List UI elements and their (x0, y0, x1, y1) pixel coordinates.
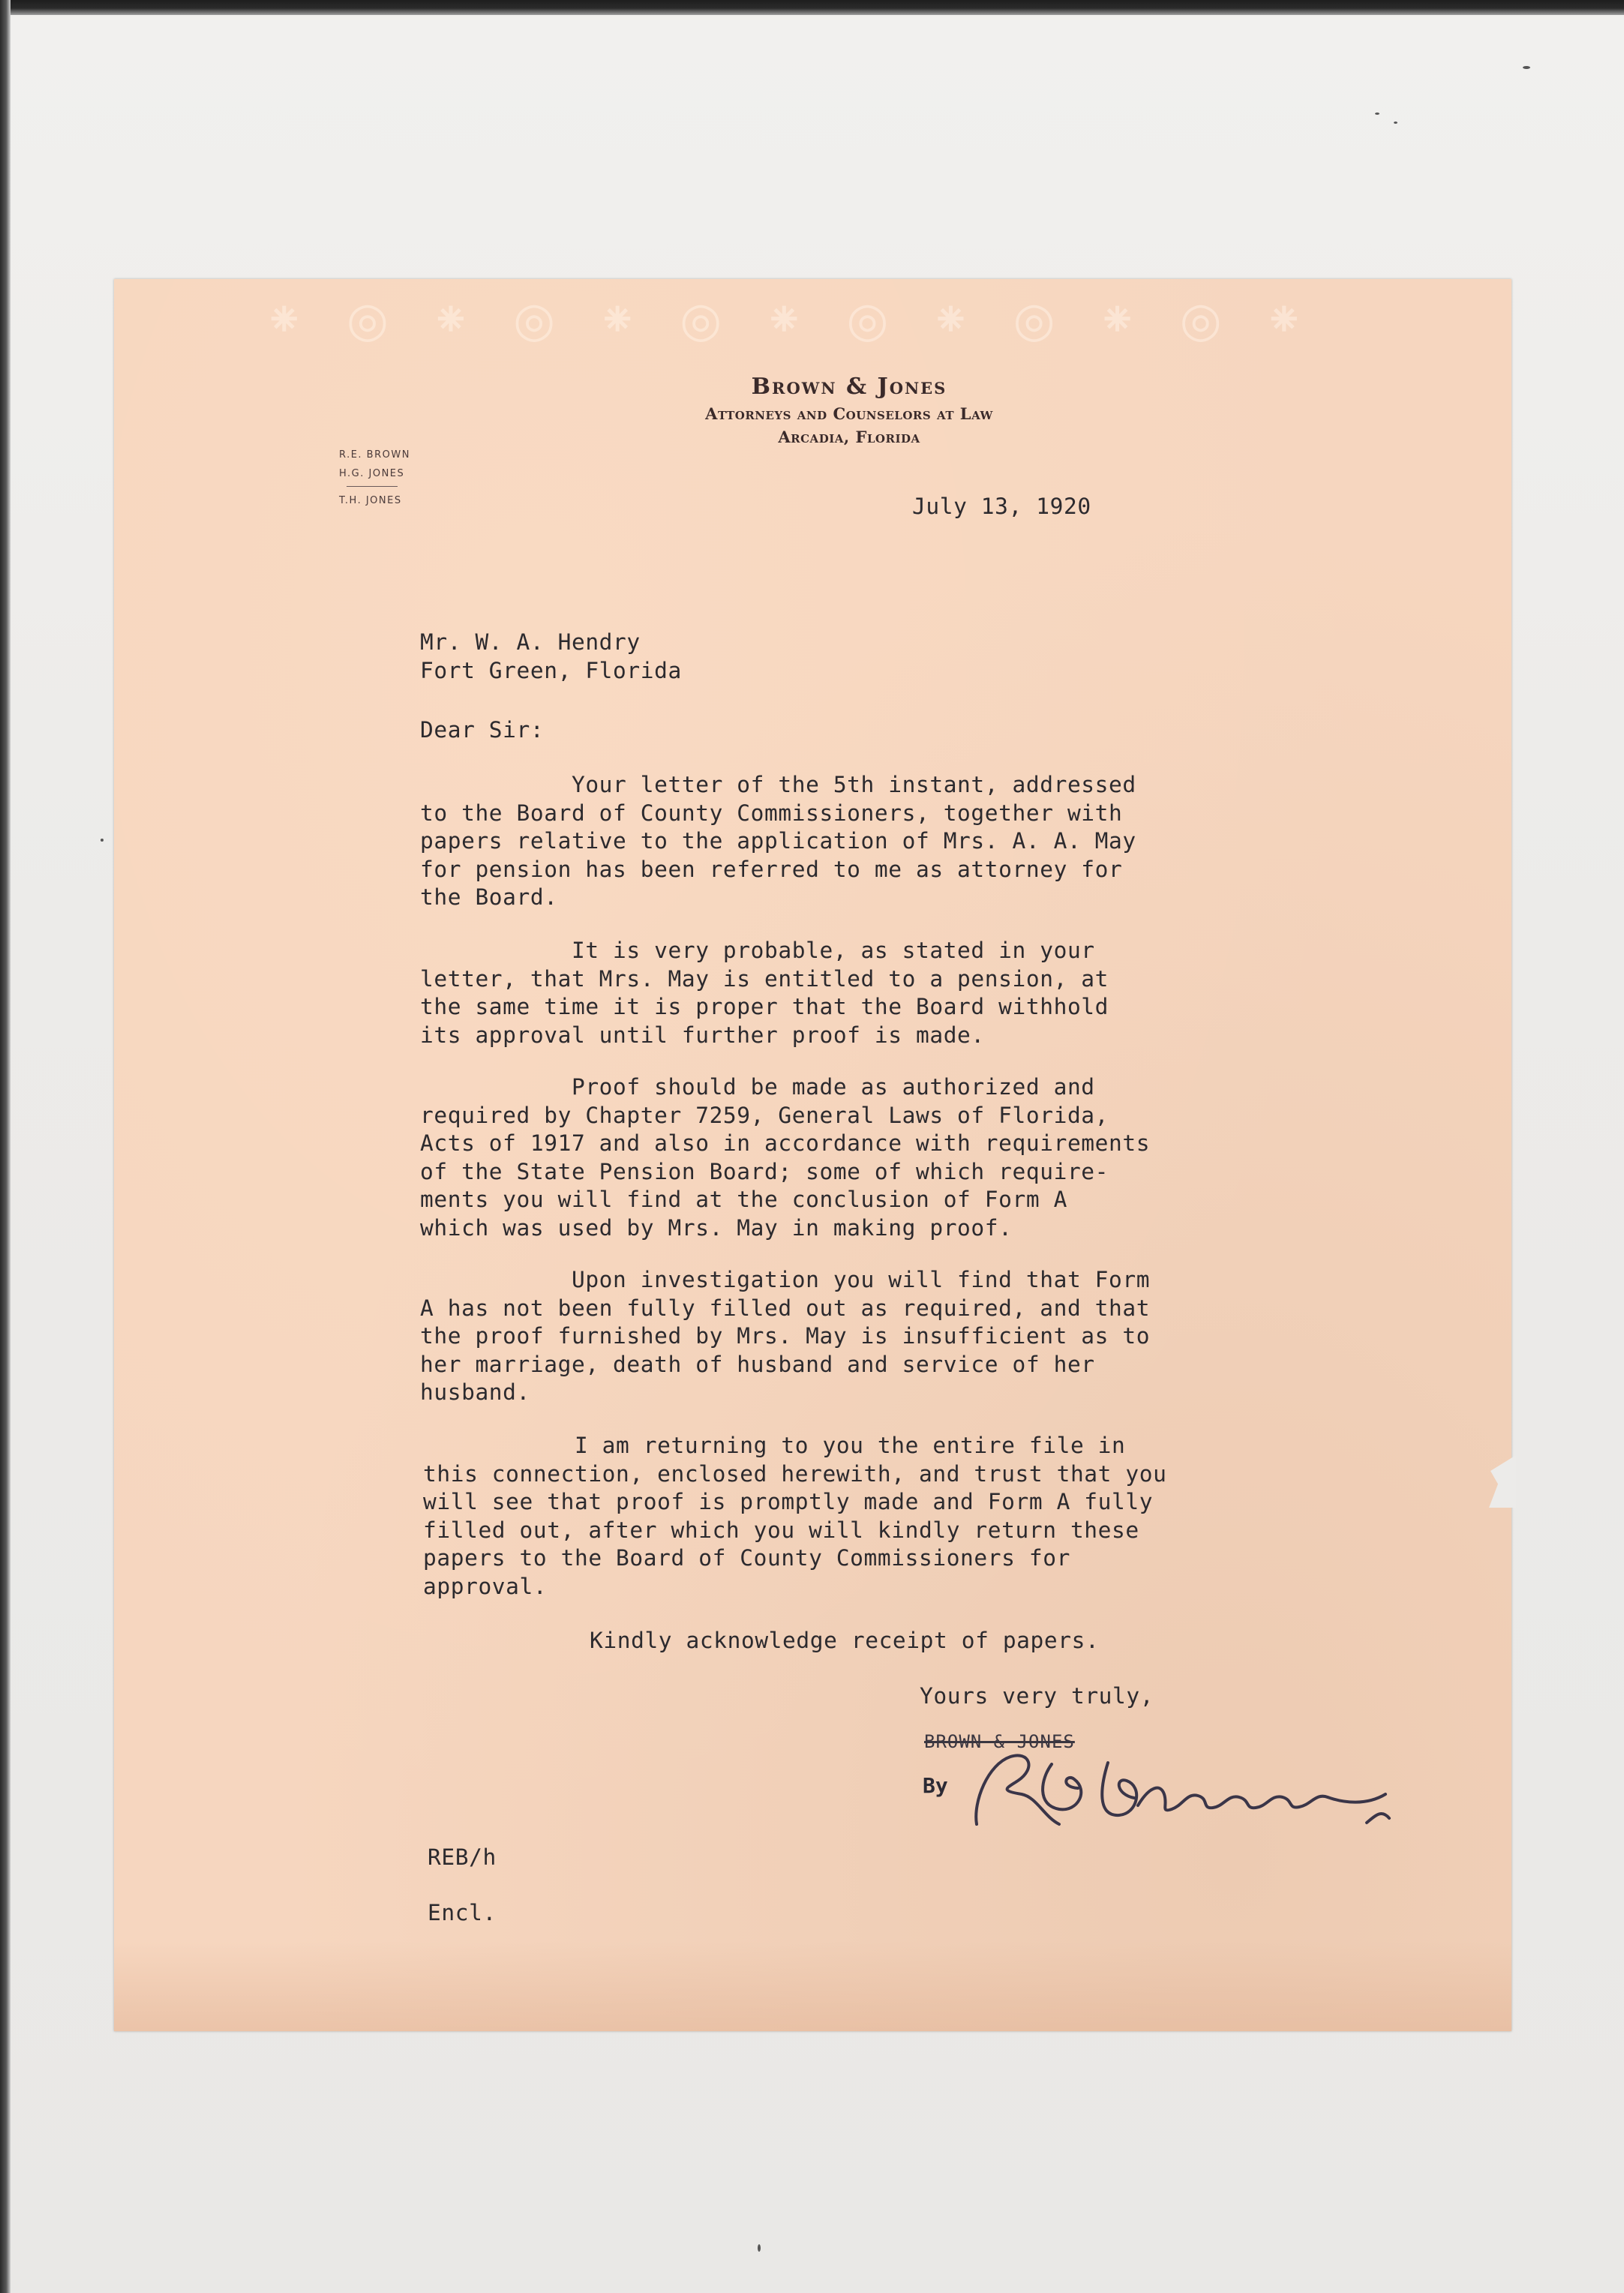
enclosure-notation: Encl. (428, 1900, 497, 1925)
scanner-left-edge (0, 0, 11, 2293)
partner-name: T.H. JONES (339, 495, 402, 506)
firm-name: Brown & Jones (751, 374, 947, 400)
scan-speck (1394, 122, 1397, 124)
struck-firm-name: BROWN & JONES (924, 1731, 1075, 1752)
salutation: Dear Sir: (420, 717, 545, 743)
partner-name: R.E. BROWN (339, 449, 410, 461)
acknowledgement-line: Kindly acknowledge receipt of papers. (590, 1628, 1100, 1653)
letterhead (639, 374, 1059, 446)
scan-speck (758, 2244, 761, 2252)
letter-sheet (114, 279, 1511, 2031)
partners-list (339, 446, 444, 510)
partners-divider (347, 486, 398, 487)
letter-date: July 13, 1920 (912, 494, 1091, 519)
complimentary-close: Yours very truly, (920, 1683, 1154, 1709)
by-mark: By (923, 1773, 948, 1798)
scan-speck (101, 839, 104, 842)
handwritten-signature (947, 1734, 1427, 1847)
body-paragraph: Proof should be made as authorized and required by Chapter 7259, General Laws of Florida, Acts of 1917 and also in accordance with requirements of the State Pension Board; some of which require- ments you will find at the conclusion of Form A which was used by Mrs. May in making proof. (420, 1074, 1151, 1241)
typist-initials: REB/h (428, 1844, 497, 1870)
addressee-block: Mr. W. A. Hendry Fort Green, Florida (420, 629, 682, 683)
body-paragraph: I am returning to you the entire file in this connection, enclosed herewith, and trust that you will see that proof is promptly made and Form A fully filled out, after which you will kindly return these papers to the Board of County Commissioners for approval. (423, 1433, 1167, 1599)
firm-location: Arcadia, Florida (778, 428, 920, 446)
scan-speck (1523, 66, 1530, 69)
scan-speck (1375, 113, 1379, 115)
paper-stain-band (114, 1941, 1511, 2031)
paper-watermark: ⁕ ◎ ⁕ ◎ ⁕ ◎ ⁕ ◎ ⁕ ◎ ⁕ ◎ ⁕ (264, 293, 1318, 345)
paper-tear (1486, 1455, 1516, 1508)
firm-subtitle: Attorneys and Counselors at Law (705, 404, 993, 423)
scanner-top-edge (0, 0, 1624, 15)
body-paragraph: It is very probable, as stated in your letter, that Mrs. May is entitled to a pension, at the same time it is proper that the Board withhold its approval until further proof is made. (420, 938, 1109, 1048)
body-paragraph: Upon investigation you will find that Form A has not been fully filled out as required, and that the proof furnished by Mrs. May is insufficient as to her marriage, death of husband and service of her husband. (420, 1267, 1151, 1406)
partner-name: H.G. JONES (339, 468, 405, 479)
body-paragraph: Your letter of the 5th instant, addressed to the Board of County Commissioners, together with papers relative to the application of Mrs. A. A. May for pension has been referred to me as attorney for the Board. (420, 772, 1136, 911)
